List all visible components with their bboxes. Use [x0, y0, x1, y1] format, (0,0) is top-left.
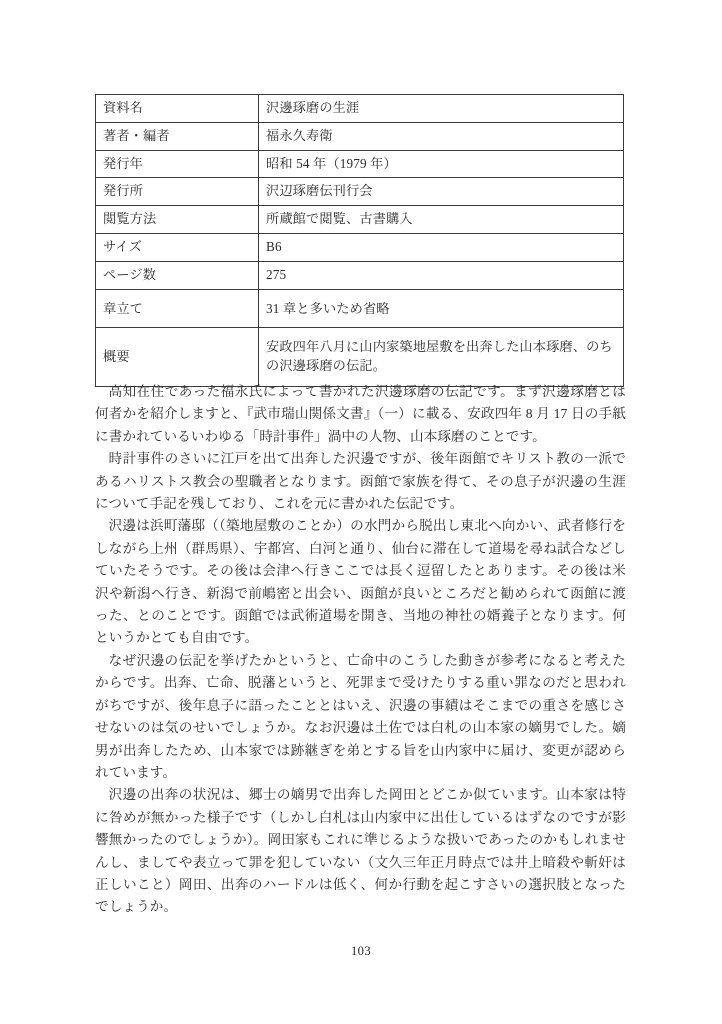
- row-label-size: サイズ: [96, 233, 259, 261]
- table-row: [96, 178, 624, 206]
- row-label-year: 発行年: [96, 150, 259, 178]
- row-value-chapters: 31 章と多いため省略: [259, 289, 624, 328]
- table-row: [96, 233, 624, 261]
- metadata-table-body: [96, 95, 624, 387]
- body-paragraph-5: 沢邊の出奔の状況は、郷士の嫡男で出奔した岡田とどこか似ています。山本家は特に咎めが無かった様子です（しかし白札は山内家中に出仕しているはずなのですが影響無かったのでしょうか）。岡田家もこれに準じるような扱いであったのかもしれませんし、ましてや表立って罪を犯していない（文久三年正月時点では井上暗殺や斬奸は正しいこと）岡田、出奔のハードルは低く、何か行動を起こすさいの選択肢となったでしょうか。: [95, 787, 626, 915]
- row-label-publisher: 発行所: [96, 178, 259, 206]
- page-number: 103: [350, 944, 372, 958]
- body-paragraph-1: 高知在住であった福永氏によって書かれた沢邊琢磨の伝記です。まず沢邊琢磨とは何者かを紹介しますと、『武市瑞山関係文書』（一）に載る、安政四年 8 月 17 日の手紙に書かれているいわゆる「時計事件」渦中の人物、山本琢磨のことです。: [95, 384, 626, 444]
- row-label-chapters: 章立て: [96, 289, 259, 328]
- row-value-title: 沢邊琢磨の生涯: [259, 95, 624, 123]
- row-label-title: 資料名: [96, 95, 259, 123]
- row-value-publisher: 沢辺琢磨伝刊行会: [259, 178, 624, 206]
- row-value-page-count: 275: [259, 261, 624, 289]
- row-value-year: 昭和 54 年（1979 年）: [259, 150, 624, 178]
- row-label-summary: 概要: [96, 328, 259, 386]
- row-value-size: B6: [259, 233, 624, 261]
- table-row: [96, 206, 624, 234]
- row-value-access-method: 所蔵館で閲覧、古書購入: [259, 206, 624, 234]
- row-label-page-count: ページ数: [96, 261, 259, 289]
- table-row: [96, 122, 624, 150]
- table-row: [96, 261, 624, 289]
- body-paragraph-3: 沢邊は浜町藩邸（（築地屋敷のことか）の水門から脱出し東北へ向かい、武者修行をしながら上州（群馬県）、宇都宮、白河と通り、仙台に滞在して道場を尋ね試合などしていたそうです。その後は会津へ行きここでは長く逗留したとあります。その後は米沢や新潟へ行き、新潟で前嶋密と出会い、函館が良いところだと勧められて函館に渡った、とのことです。函館では武術道場を開き、当地の神社の婿養子となります。何というかとても自由です。: [95, 518, 626, 646]
- body-text-container: [95, 381, 626, 919]
- row-value-summary: 安政四年八月に山内家築地屋敷を出奔した山本琢磨、のちの沢邊琢磨の伝記。: [259, 328, 624, 386]
- row-label-author: 著者・編者: [96, 122, 259, 150]
- metadata-table-container: [95, 94, 624, 387]
- body-paragraph-4: なぜ沢邊の伝記を挙げたかというと、亡命中のこうした動きが参考になると考えたからです。出奔、亡命、脱藩というと、死罪まで受けたりする重い罪なのだと思われがちですが、後年息子に語ったこととはいえ、沢邊の事績はそこまでの重さを感じさせないのは気のせいでしょうか。なお沢邊は土佐では白札の山本家の嫡男でした。嫡男が出奔したため、山本家では跡継ぎを弟とする旨を山内家中に届け、変更が認められています。: [95, 652, 626, 780]
- table-row: [96, 289, 624, 328]
- row-label-access-method: 閲覧方法: [96, 206, 259, 234]
- row-value-author: 福永久寿衛: [259, 122, 624, 150]
- table-row: [96, 328, 624, 386]
- body-paragraph-2: 時計事件のさいに江戸を出て出奔した沢邊ですが、後年函館でキリスト教の一派であるハリストス教会の聖職者となります。函館で家族を得て、その息子が沢邊の生涯について手記を残しており、これを元に書かれた伝記です。: [95, 451, 626, 512]
- table-row: [96, 95, 624, 123]
- table-row: [96, 150, 624, 178]
- metadata-table: [95, 94, 624, 387]
